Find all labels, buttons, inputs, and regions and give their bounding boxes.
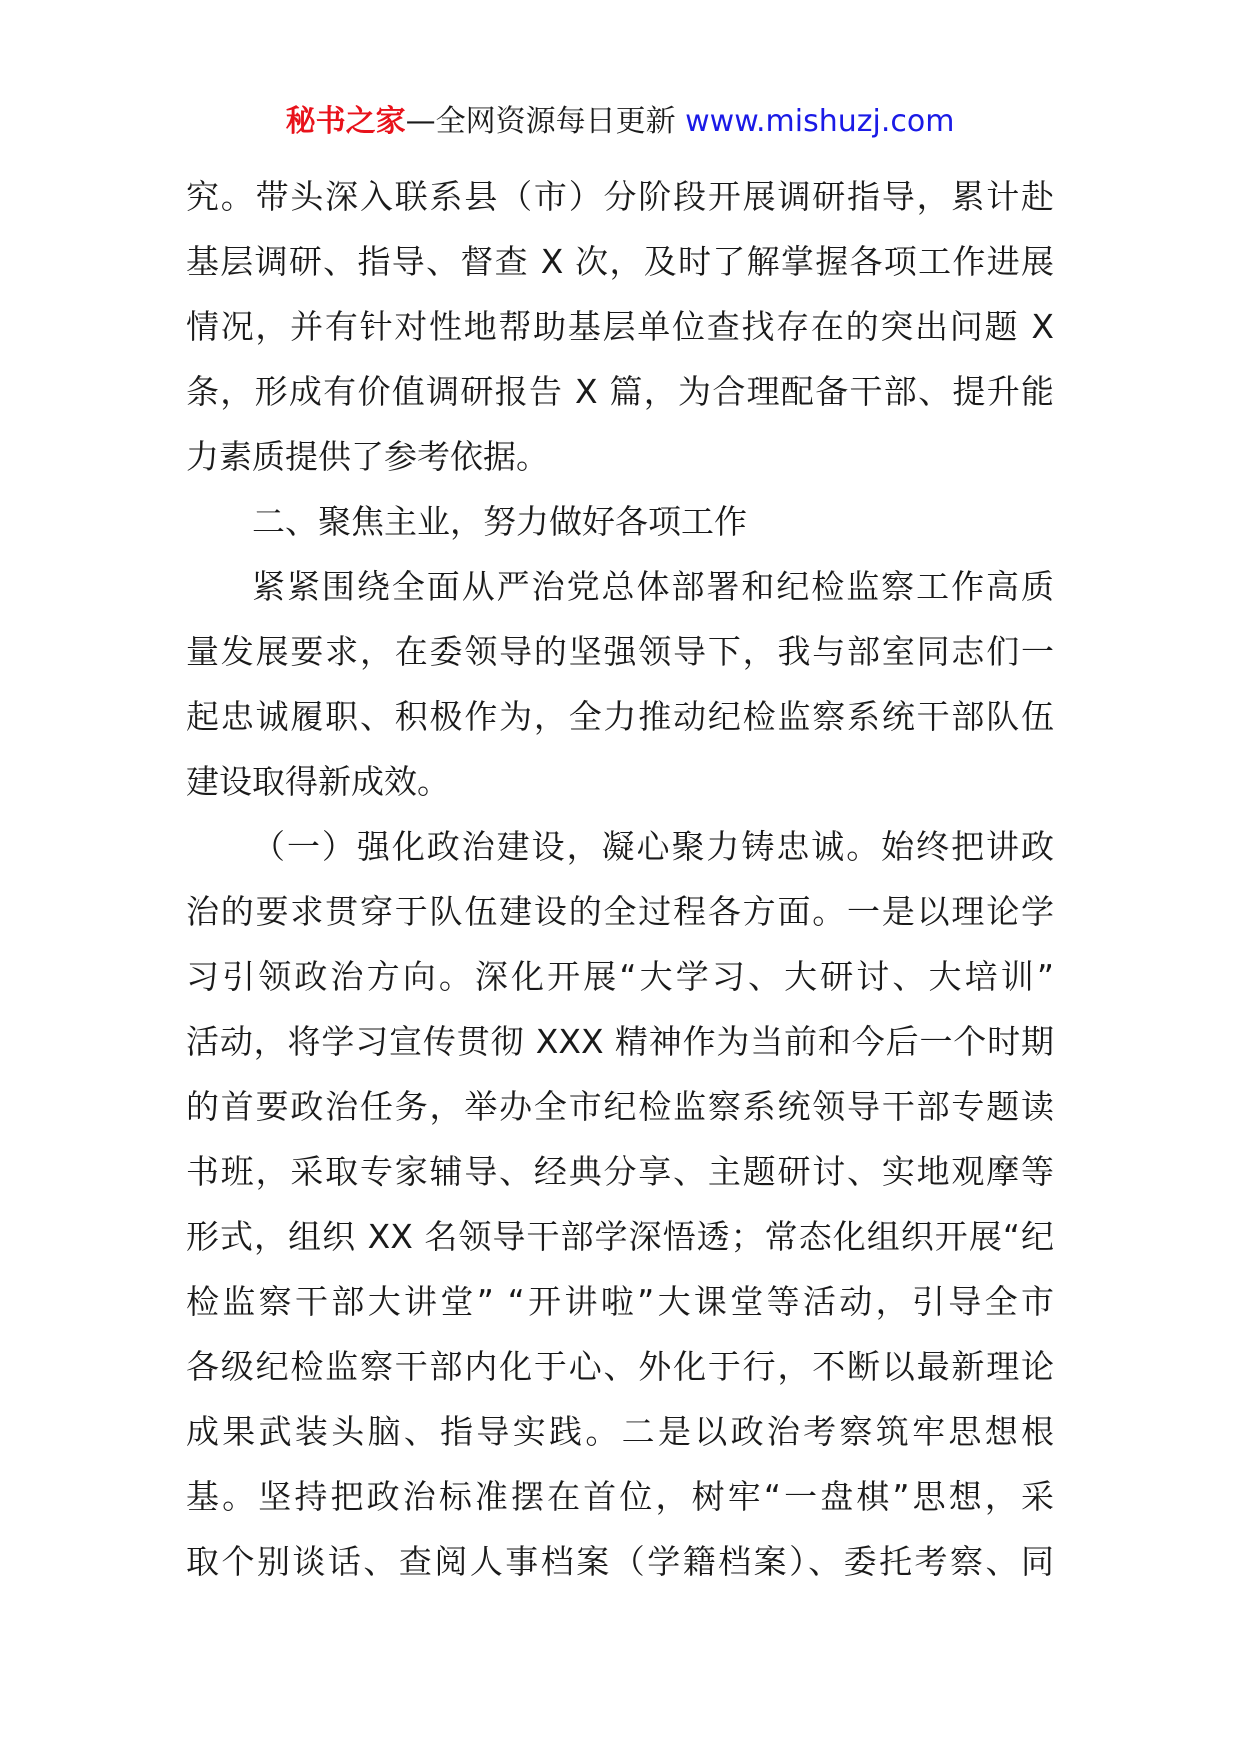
subsection-heading-line: （一）强化政治建设，凝心聚力铸忠诚。始终把讲政 — [252, 827, 1054, 866]
header-brand: 秘书之家 — [285, 104, 406, 139]
page-header — [0, 102, 1240, 142]
body-line-4: 条，形成有价值调研报告 X 篇，为合理配备干部、提升能 — [186, 372, 1054, 411]
body-line-15: 的首要政治任务，举办全市纪检监察系统领导干部专题读 — [186, 1087, 1054, 1126]
body-line-13: 习引领政治方向。深化开展“大学习、大研讨、大培训” — [186, 957, 1054, 996]
body-line-5: 力素质提供了参考依据。 — [186, 437, 549, 476]
body-line-19: 各级纪检监察干部内化于心、外化于行，不断以最新理论 — [186, 1347, 1054, 1386]
document-body — [186, 164, 1054, 1594]
body-line-1: 究。带头深入联系县（市）分阶段开展调研指导，累计赴 — [186, 177, 1054, 216]
body-line-12: 治的要求贯穿于队伍建设的全过程各方面。一是以理论学 — [186, 892, 1054, 931]
section-heading: 二、聚焦主业，努力做好各项工作 — [252, 502, 747, 541]
body-line-22: 取个别谈话、查阅人事档案（学籍档案）、委托考察、同 — [186, 1542, 1054, 1581]
body-line-21: 基。坚持把政治标准摆在首位，树牢“一盘棋”思想，采 — [186, 1477, 1054, 1516]
body-line-9: 起忠诚履职、积极作为，全力推动纪检监察系统干部队伍 — [186, 697, 1054, 736]
header-tagline: —全网资源每日更新 — [405, 104, 676, 139]
body-line-3: 情况，并有针对性地帮助基层单位查找存在的突出问题 X — [186, 307, 1054, 346]
body-line-17: 形式，组织 XX 名领导干部学深悟透；常态化组织开展“纪 — [186, 1217, 1054, 1256]
body-line-18: 检监察干部大讲堂” “开讲啦”大课堂等活动，引导全市 — [186, 1282, 1054, 1321]
body-line-20: 成果武装头脑、指导实践。二是以政治考察筑牢思想根 — [186, 1412, 1054, 1451]
body-line-16: 书班，采取专家辅导、经典分享、主题研讨、实地观摩等 — [186, 1152, 1054, 1191]
body-line-8: 量发展要求，在委领导的坚强领导下，我与部室同志们一 — [186, 632, 1054, 671]
body-line-2: 基层调研、指导、督查 X 次，及时了解掌握各项工作进展 — [186, 242, 1054, 281]
header-url-link[interactable]: www.mishuzj.com — [685, 104, 955, 139]
body-line-7: 紧紧围绕全面从严治党总体部署和纪检监察工作高质 — [252, 567, 1054, 606]
body-line-10: 建设取得新成效。 — [186, 762, 450, 801]
body-line-14: 活动，将学习宣传贯彻 XXX 精神作为当前和今后一个时期 — [186, 1022, 1054, 1061]
